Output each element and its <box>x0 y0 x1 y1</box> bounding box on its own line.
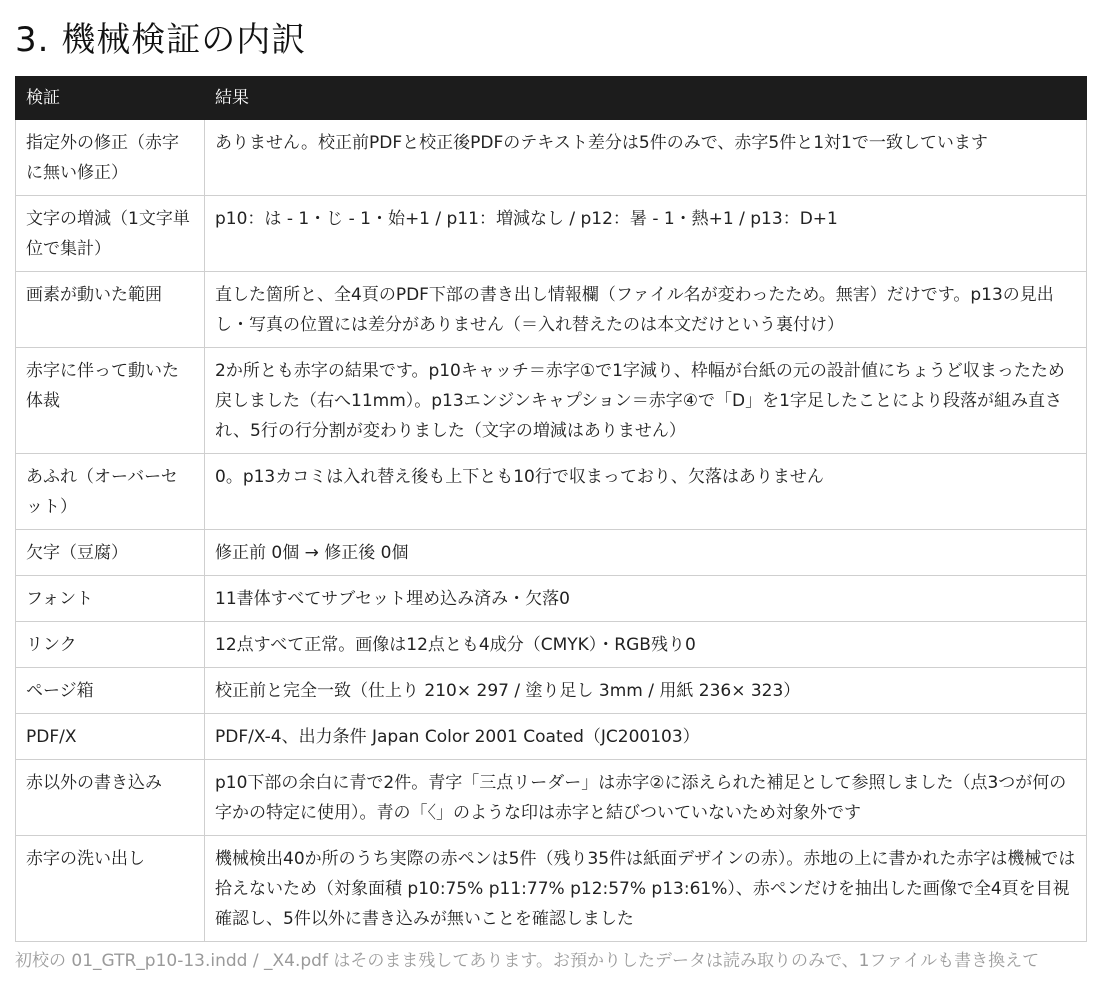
row-result: 12点すべて正常。画像は12点とも4成分（CMYK）・RGB残り0 <box>205 622 1087 668</box>
row-label: リンク <box>16 622 205 668</box>
row-result: 11書体すべてサブセット埋め込み済み・欠落0 <box>205 576 1087 622</box>
row-result: p10：は - 1・じ - 1・始+1 / p11：増減なし / p12：暑 - 1・熱+1 / p13：D+1 <box>205 196 1087 272</box>
table-header <box>16 77 1087 120</box>
row-result: 直した箇所と、全4頁のPDF下部の書き出し情報欄（ファイル名が変わったため。無害）だけです。p13の見出し・写真の位置には差分がありません（＝入れ替えたのは本文だけという裏付け） <box>205 272 1087 348</box>
row-label: PDF/X <box>16 714 205 760</box>
row-label: あふれ（オーバーセット） <box>16 454 205 530</box>
table-row <box>16 120 1087 196</box>
row-label: 赤以外の書き込み <box>16 760 205 836</box>
row-label: 赤字に伴って動いた体裁 <box>16 348 205 454</box>
column-header-check: 検証 <box>16 77 205 120</box>
row-label: 画素が動いた範囲 <box>16 272 205 348</box>
table-row <box>16 576 1087 622</box>
column-header-result: 結果 <box>205 77 1087 120</box>
row-result: 修正前 0個 → 修正後 0個 <box>205 530 1087 576</box>
row-result: PDF/X-4、出力条件 Japan Color 2001 Coated（JC200103） <box>205 714 1087 760</box>
row-result: 機械検出40か所のうち実際の赤ペンは5件（残り35件は紙面デザインの赤）。赤地の上に書かれた赤字は機械では拾えないため（対象面積 p10:75% p11:77% p12:57% p13:61%）、赤ペンだけを抽出した画像で全4頁を目視確認し、5件以外に書き込みが無いことを確認しました <box>205 836 1087 942</box>
footer-note: 初校の 01_GTR_p10-13.indd / _X4.pdf はそのまま残してあります。お預かりしたデータは読み取りのみで、1ファイルも書き換えて <box>15 951 1040 971</box>
table-row <box>16 348 1087 454</box>
table-row <box>16 196 1087 272</box>
row-label: フォント <box>16 576 205 622</box>
row-result: 2か所とも赤字の結果です。p10キャッチ＝赤字①で1字減り、枠幅が台紙の元の設計値にちょうど収まったため戻しました（右へ11mm）。p13エンジンキャプション＝赤字④で「D」を1字足したことにより段落が組み直され、5行の行分割が変わりました（文字の増減はありません） <box>205 348 1087 454</box>
table-row <box>16 530 1087 576</box>
table-body <box>16 120 1087 942</box>
row-label: 指定外の修正（赤字に無い修正） <box>16 120 205 196</box>
table-row <box>16 760 1087 836</box>
row-label: ページ箱 <box>16 668 205 714</box>
row-result: 0。p13カコミは入れ替え後も上下とも10行で収まっており、欠落はありません <box>205 454 1087 530</box>
row-result: 校正前と完全一致（仕上り 210× 297 / 塗り足し 3mm / 用紙 236× 323） <box>205 668 1087 714</box>
table-row <box>16 714 1087 760</box>
table-row <box>16 622 1087 668</box>
table-row <box>16 668 1087 714</box>
row-result: p10下部の余白に青で2件。青字「三点リーダー」は赤字②に添えられた補足として参照しました（点3つが何の字かの特定に使用）。青の「〈」のような印は赤字と結びついていないため対象外です <box>205 760 1087 836</box>
verification-table <box>15 76 1087 942</box>
row-result: ありません。校正前PDFと校正後PDFのテキスト差分は5件のみで、赤字5件と1対1で一致しています <box>205 120 1087 196</box>
table-row <box>16 272 1087 348</box>
header-row <box>16 77 1087 120</box>
table-row <box>16 454 1087 530</box>
row-label: 欠字（豆腐） <box>16 530 205 576</box>
row-label: 赤字の洗い出し <box>16 836 205 942</box>
table-row <box>16 836 1087 942</box>
page-title: 3. 機械検証の内訳 <box>15 20 307 60</box>
row-label: 文字の増減（1文字単位で集計） <box>16 196 205 272</box>
